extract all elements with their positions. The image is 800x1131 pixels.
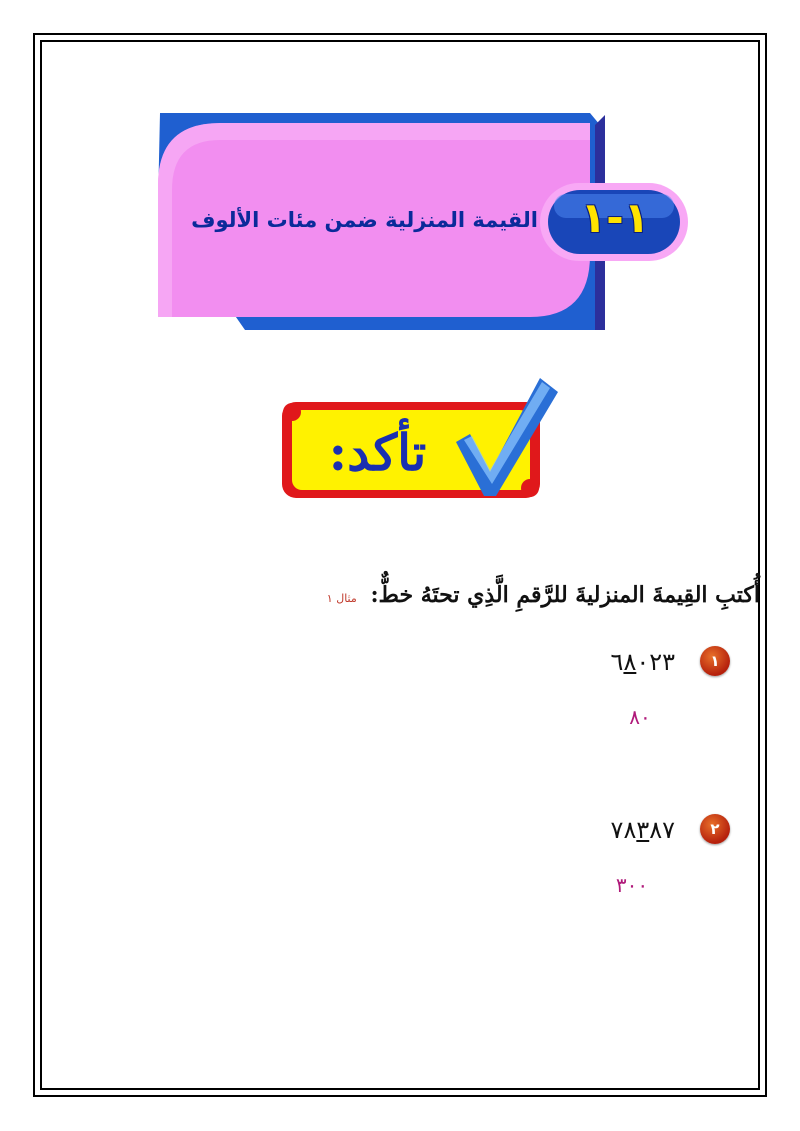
lesson-title: القيمة المنزلية ضمن مئات الألوف (191, 208, 538, 232)
number-part: ٧٨ (649, 816, 675, 844)
underlined-digit: ٨ (623, 648, 637, 676)
exercise-2 (470, 810, 730, 850)
exercise-number-badge: ٢ (700, 814, 730, 844)
exercise-number (611, 810, 675, 850)
check-label: تأكد: (328, 423, 427, 482)
lesson-number: ١-١ (580, 193, 650, 242)
underlined-digit: ٣ (636, 816, 650, 844)
number-part: ٦ (610, 648, 624, 676)
number-part: ٣٢٠ (636, 648, 675, 676)
number-part: ٨٧ (610, 816, 637, 844)
instruction-line (200, 575, 760, 615)
exercise-number (611, 642, 675, 682)
answer-2: ٣٠٠ (615, 873, 649, 897)
exercise-1 (470, 642, 730, 682)
example-reference: مثال ١ (326, 592, 357, 605)
exercise-number-badge: ١ (700, 646, 730, 676)
answer-1: ٨٠ (629, 705, 651, 729)
instruction-text: أُكتبِ القِيمةَ المنزليةَ للرَّقمِ الَّذِي تحتَهُ خطٌّ: (370, 582, 760, 608)
